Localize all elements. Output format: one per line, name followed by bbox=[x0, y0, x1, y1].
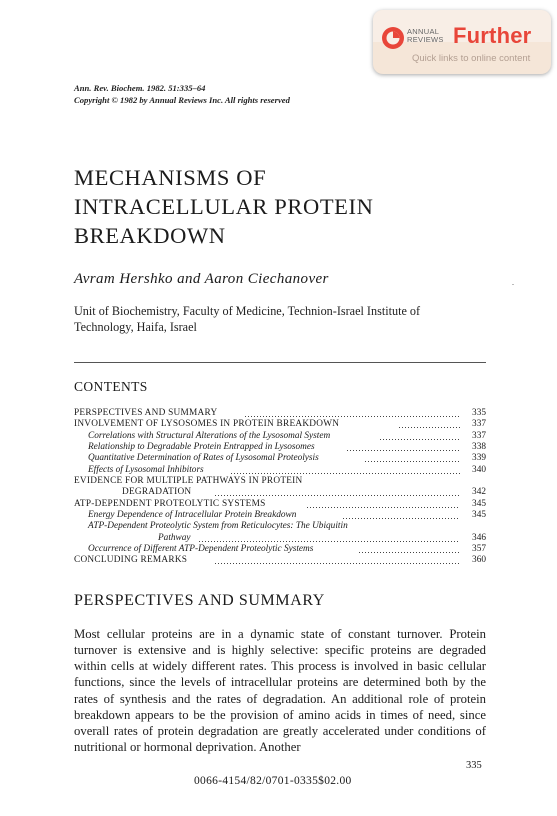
toc-leader-dots bbox=[346, 450, 460, 451]
contents-heading: CONTENTS bbox=[74, 379, 148, 394]
annual-reviews-wordmark bbox=[407, 28, 444, 44]
toc-entry[interactable] bbox=[74, 476, 486, 487]
toc-leader-dots bbox=[214, 563, 460, 564]
toc-entry-page: 345 bbox=[472, 498, 486, 509]
article-title bbox=[74, 163, 373, 250]
body-paragraph: Most cellular proteins are in a dynamic state of constant turnover. Protein turnover is extensive and is highly selective: specific proteins are degraded within cells at widely different rates. This process is involved in basic cellular functions, since the levels of intracellular proteins are determined both by the rates of synthesis and the rates of degradation. An additional role of protein breakdown appears to be the provision of amino acids in times of need, since overall rates of protein degradation are greatly accelerated under conditions of nutritional or hormonal deprivation. Another bbox=[74, 627, 486, 755]
toc-entry-label: INVOLVEMENT OF LYSOSOMES IN PROTEIN BREAKDOWN bbox=[74, 419, 342, 430]
toc-leader-dots bbox=[244, 416, 460, 417]
toc-entry-page: 337 bbox=[472, 430, 486, 441]
title-line-3: BREAKDOWN bbox=[74, 223, 226, 248]
affiliation-line-2: Technology, Haifa, Israel bbox=[74, 320, 197, 334]
toc-entry-label: EVIDENCE FOR MULTIPLE PATHWAYS IN PROTEIN bbox=[74, 476, 306, 487]
table-of-contents bbox=[74, 408, 486, 567]
toc-entry-page: 345 bbox=[472, 510, 486, 521]
toc-entry-label: ATP-Dependent Proteolytic System from Reticulocytes: The Ubiquitin bbox=[88, 521, 351, 532]
toc-entry-label: Occurrence of Different ATP-Dependent Proteolytic Systems bbox=[88, 544, 316, 555]
scan-speck bbox=[512, 284, 514, 285]
annual-reviews-logo-icon bbox=[381, 26, 405, 50]
toc-entry-label: Relationship to Degradable Protein Entrapped in Lysosomes bbox=[88, 442, 318, 453]
toc-entry[interactable] bbox=[74, 419, 486, 430]
toc-entry[interactable] bbox=[74, 442, 486, 453]
toc-entry-page: 357 bbox=[472, 544, 486, 555]
toc-entry[interactable] bbox=[74, 510, 486, 521]
toc-leader-dots bbox=[198, 541, 460, 542]
affiliation-line-1: Unit of Biochemistry, Faculty of Medicine, Technion-Israel Institute of bbox=[74, 304, 421, 318]
toc-entry[interactable] bbox=[74, 544, 486, 555]
toc-entry-label: Quantitative Determination of Rates of Lysosomal Proteolysis bbox=[88, 453, 322, 464]
quick-links-label: Quick links to online content bbox=[412, 53, 531, 64]
issn-code: 0066-4154/82/0701-0335$02.00 bbox=[194, 775, 352, 787]
toc-entry[interactable] bbox=[74, 555, 486, 566]
toc-entry-label: DEGRADATION bbox=[122, 487, 194, 498]
toc-entry-label: Energy Dependence of Intracellular Protein Breakdown bbox=[88, 510, 299, 521]
toc-entry-label: Pathway bbox=[158, 533, 194, 544]
toc-entry-page: 337 bbox=[472, 419, 486, 430]
toc-entry[interactable] bbox=[74, 487, 486, 498]
toc-entry-page: 339 bbox=[472, 453, 486, 464]
citation-line-2: Copyright © 1982 by Annual Reviews Inc. All rights reserved bbox=[74, 95, 290, 105]
section-heading: PERSPECTIVES AND SUMMARY bbox=[74, 592, 325, 609]
toc-entry-label: CONCLUDING REMARKS bbox=[74, 555, 190, 566]
toc-leader-dots bbox=[364, 461, 460, 462]
toc-entry[interactable] bbox=[74, 408, 486, 419]
toc-leader-dots bbox=[214, 495, 460, 496]
page-number: 335 bbox=[466, 760, 482, 771]
toc-leader-dots bbox=[230, 473, 460, 474]
authors: Avram Hershko and Aaron Ciechanover bbox=[74, 271, 329, 287]
toc-entry-page: 346 bbox=[472, 532, 486, 543]
title-line-2: INTRACELLULAR PROTEIN bbox=[74, 194, 374, 219]
toc-leader-dots bbox=[342, 518, 460, 519]
toc-entry-page: 340 bbox=[472, 464, 486, 475]
toc-entry-label: Correlations with Structural Alterations of the Lysosomal System bbox=[88, 431, 333, 442]
toc-entry-label: Effects of Lysosomal Inhibitors bbox=[88, 465, 207, 476]
toc-entry-page: 335 bbox=[472, 408, 486, 418]
affiliation bbox=[74, 303, 484, 335]
title-line-1: MECHANISMS OF bbox=[74, 165, 267, 190]
badge-line-annual: ANNUAL bbox=[407, 27, 440, 36]
toc-entry[interactable] bbox=[74, 521, 486, 532]
toc-entry[interactable] bbox=[74, 431, 486, 442]
toc-entry-page: 338 bbox=[472, 442, 486, 453]
toc-leader-dots bbox=[398, 427, 460, 428]
further-label: Further bbox=[453, 23, 532, 48]
toc-entry-label: ATP-DEPENDENT PROTEOLYTIC SYSTEMS bbox=[74, 499, 269, 510]
toc-entry-label: PERSPECTIVES AND SUMMARY bbox=[74, 408, 220, 419]
badge-line-reviews: REVIEWS bbox=[407, 35, 444, 44]
toc-entry-page: 342 bbox=[472, 487, 486, 498]
toc-entry[interactable] bbox=[74, 499, 486, 510]
citation-line-1: Ann. Rev. Biochem. 1982. 51:335–64 bbox=[74, 83, 206, 93]
toc-entry[interactable] bbox=[74, 453, 486, 464]
toc-leader-dots bbox=[379, 439, 460, 440]
toc-leader-dots bbox=[306, 507, 460, 508]
toc-entry-page: 360 bbox=[472, 555, 486, 566]
toc-entry[interactable] bbox=[74, 533, 486, 544]
further-badge[interactable] bbox=[373, 10, 551, 74]
toc-leader-dots bbox=[358, 552, 460, 553]
toc-entry[interactable] bbox=[74, 465, 486, 476]
divider-rule bbox=[74, 362, 486, 363]
